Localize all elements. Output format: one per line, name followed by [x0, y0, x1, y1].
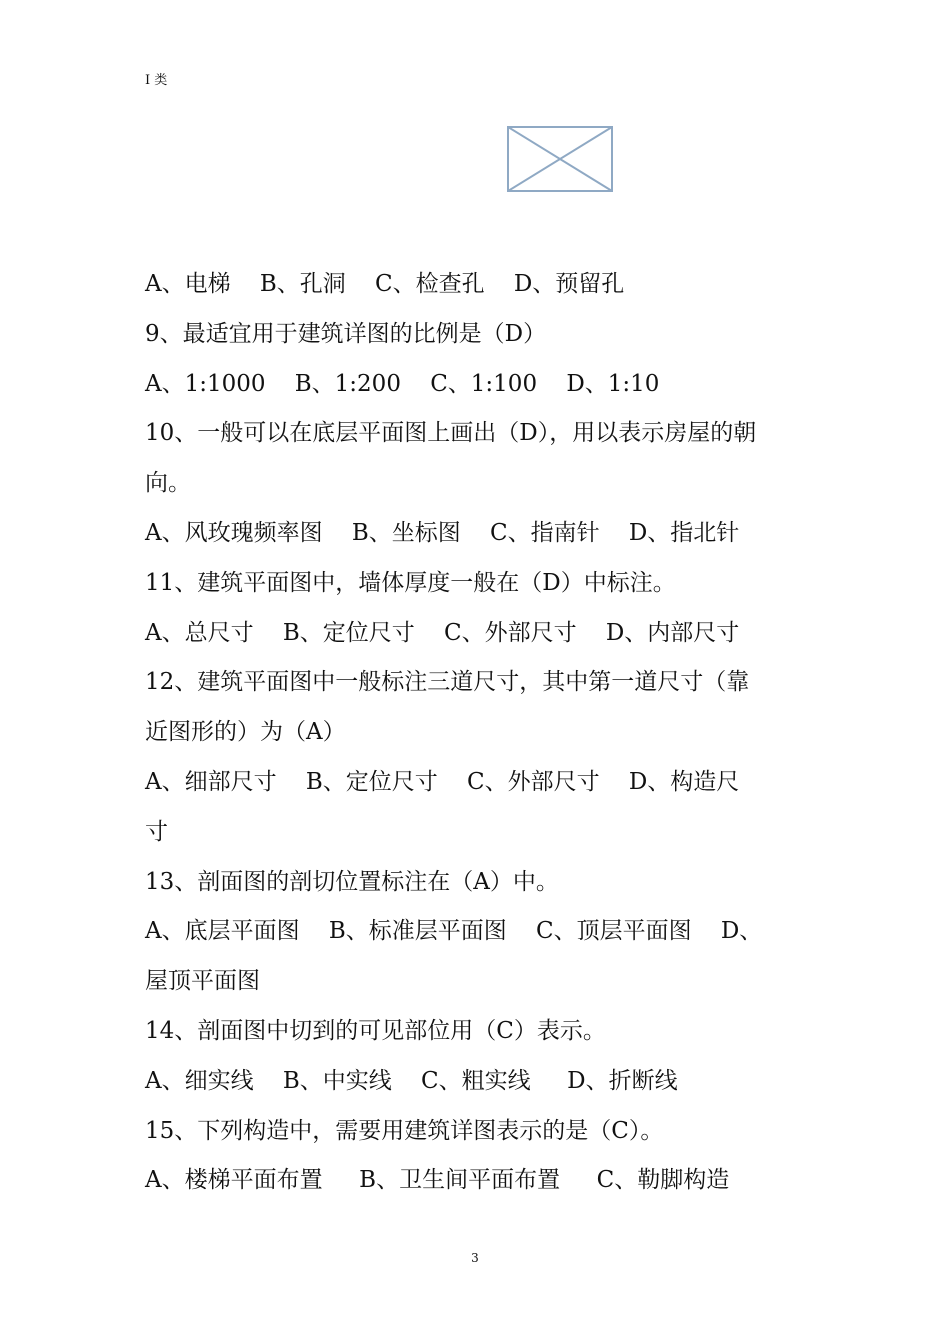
text-line: 13、剖面图的剖切位置标注在（A）中。 [145, 868, 559, 895]
text-line: A、总尺寸 B、定位尺寸 C、外部尺寸 D、内部尺寸 [145, 619, 740, 646]
text-line: A、风玫瑰频率图 B、坐标图 C、指南针 D、指北针 [145, 519, 740, 546]
text-line: A、细部尺寸 B、定位尺寸 C、外部尺寸 D、构造尺 [145, 768, 740, 795]
header-label: I 类 [145, 73, 168, 88]
broken-image-placeholder [507, 126, 613, 192]
question-content [145, 260, 815, 1206]
text-line: A、底层平面图 B、标准层平面图 C、顶层平面图 D、 [145, 918, 763, 945]
text-line: 向。 [145, 470, 191, 497]
text-line: 9、最适宜用于建筑详图的比例是（D） [145, 320, 547, 347]
text-line: 14、剖面图中切到的可见部位用（C）表示。 [145, 1017, 606, 1044]
text-line: 近图形的）为（A） [145, 719, 346, 746]
broken-image-icon [507, 126, 613, 192]
text-line: 10、一般可以在底层平面图上画出（D），用以表示房屋的朝 [145, 420, 757, 447]
text-line: A、楼梯平面布置 B、卫生间平面布置 C、勒脚构造 [145, 1167, 730, 1194]
text-line: A、电梯 B、孔洞 C、检查孔 D、预留孔 [145, 271, 625, 297]
text-line: 15、下列构造中，需要用建筑详图表示的是（C）。 [145, 1117, 664, 1144]
text-line: 11、建筑平面图中，墙体厚度一般在（D）中标注。 [145, 569, 676, 596]
text-line: A、1:1000 B、1:200 C、1:100 D、1:10 [145, 370, 660, 397]
text-line: 寸 [145, 818, 168, 845]
page-number: 3 [471, 1251, 479, 1265]
text-line: 屋顶平面图 [145, 968, 260, 995]
text-line: A、细实线 B、中实线 C、粗实线 D、折断线 [145, 1067, 678, 1094]
text-line: 12、建筑平面图中一般标注三道尺寸，其中第一道尺寸（靠 [145, 669, 750, 696]
